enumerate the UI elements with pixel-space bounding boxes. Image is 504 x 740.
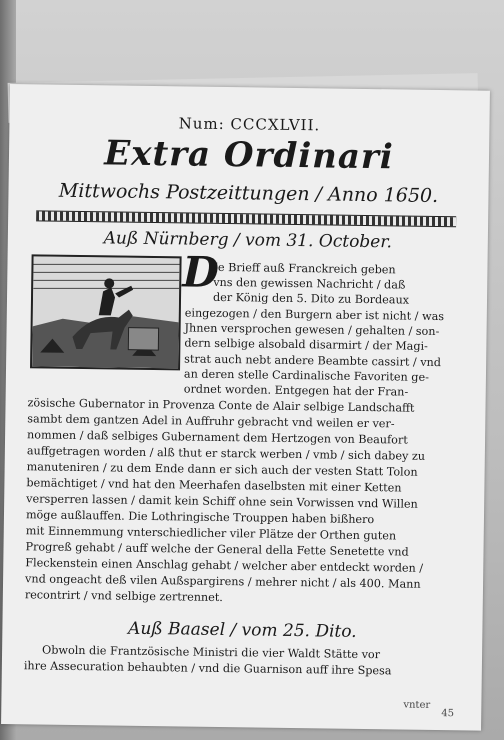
drop-cap: D [182,247,220,297]
text-line: der König den 5. Dito zu Bordeaux [212,290,410,307]
page-mark: 45 [441,708,455,720]
text-line: möge außlauffen. Die Lothringische Trouppen haben bißhero [25,508,375,527]
text-line: manuteniren / zu dem Ende dann er sich auch der vesten Statt Tolon [26,460,418,479]
text-line: mit Einnemmung vnterschiedlicher viler Plätze der Orthen guten [25,524,397,543]
text-line: Je Brieff auß Franckreich geben [213,260,396,277]
post-rider-woodcut [30,254,182,370]
text-line: recontrirt / vnd selbige zertrennet. [24,588,223,605]
ornamental-border [36,210,456,227]
dateline-basel: Auß Baasel / vom 25. Dito. [127,618,357,642]
post-rider-illustration [32,256,180,368]
dateline-nuernberg: Auß Nürnberg / vom 31. October. [103,228,393,253]
text-line: nommen / daß selbiges Gubernament dem Hertzogen von Beaufort [27,428,408,447]
text-line: ihre Assecuration behaubten / vnd die Guarnison auff ihre Spesa [23,659,392,678]
text-line: Obwoln die Frantzösische Ministri die vier Waldt Stätte vor [42,643,381,662]
text-line: vnd ongeacht deß vilen Außspargirens / mehrer nicht / als 400. Mann [25,572,421,591]
text-line: dern selbige alsobald disarmirt / der Magi- [184,336,428,353]
masthead-title: Extra Ordinari [104,133,395,178]
newspaper-page [1,84,490,731]
text-line: Fleckenstein einen Anschlag gehabt / welcher aber entdeckt worden / [25,556,424,575]
text-line: auffgetragen worden / alß thut er starck werben / vmb / sich dabey zu [26,444,426,463]
text-line: vns den gewissen Nachricht / daß [213,275,406,292]
issue-number: Num: CCCXLVII. [178,114,321,135]
catchword: vnter [403,699,431,711]
text-line: eingezogen / den Burgern aber ist nicht / was [184,306,445,324]
text-line: strat auch nebt andere Beambte cassirt / vnd [184,352,442,370]
text-line: ordnet worden. Entgegen hat der Fran- [183,382,409,399]
text-line: an deren stelle Cardinalische Favoriten ge- [183,367,430,384]
masthead-subtitle: Mittwochs Postzeittungen / Anno 1650. [58,179,439,207]
text-line: sambt dem gantzen Adel in Auffruhr gebracht vnd weilen er ver- [27,412,395,431]
text-line: Progreß gehabt / auff welche der General della Fette Senetette vnd [25,540,409,559]
text-line: versperren lassen / damit kein Schiff ohne sein Vorwissen vnd Willen [26,492,418,511]
text-line: zösische Gubernator in Provenza Conte de Alair selbige Landschafft [27,396,415,415]
text-line: Jhnen versprochen gewesen / gehalten / son- [184,321,440,339]
text-line: bemächtiget / vnd hat den Meerhafen daselbsten mit einer Ketten [26,476,402,495]
